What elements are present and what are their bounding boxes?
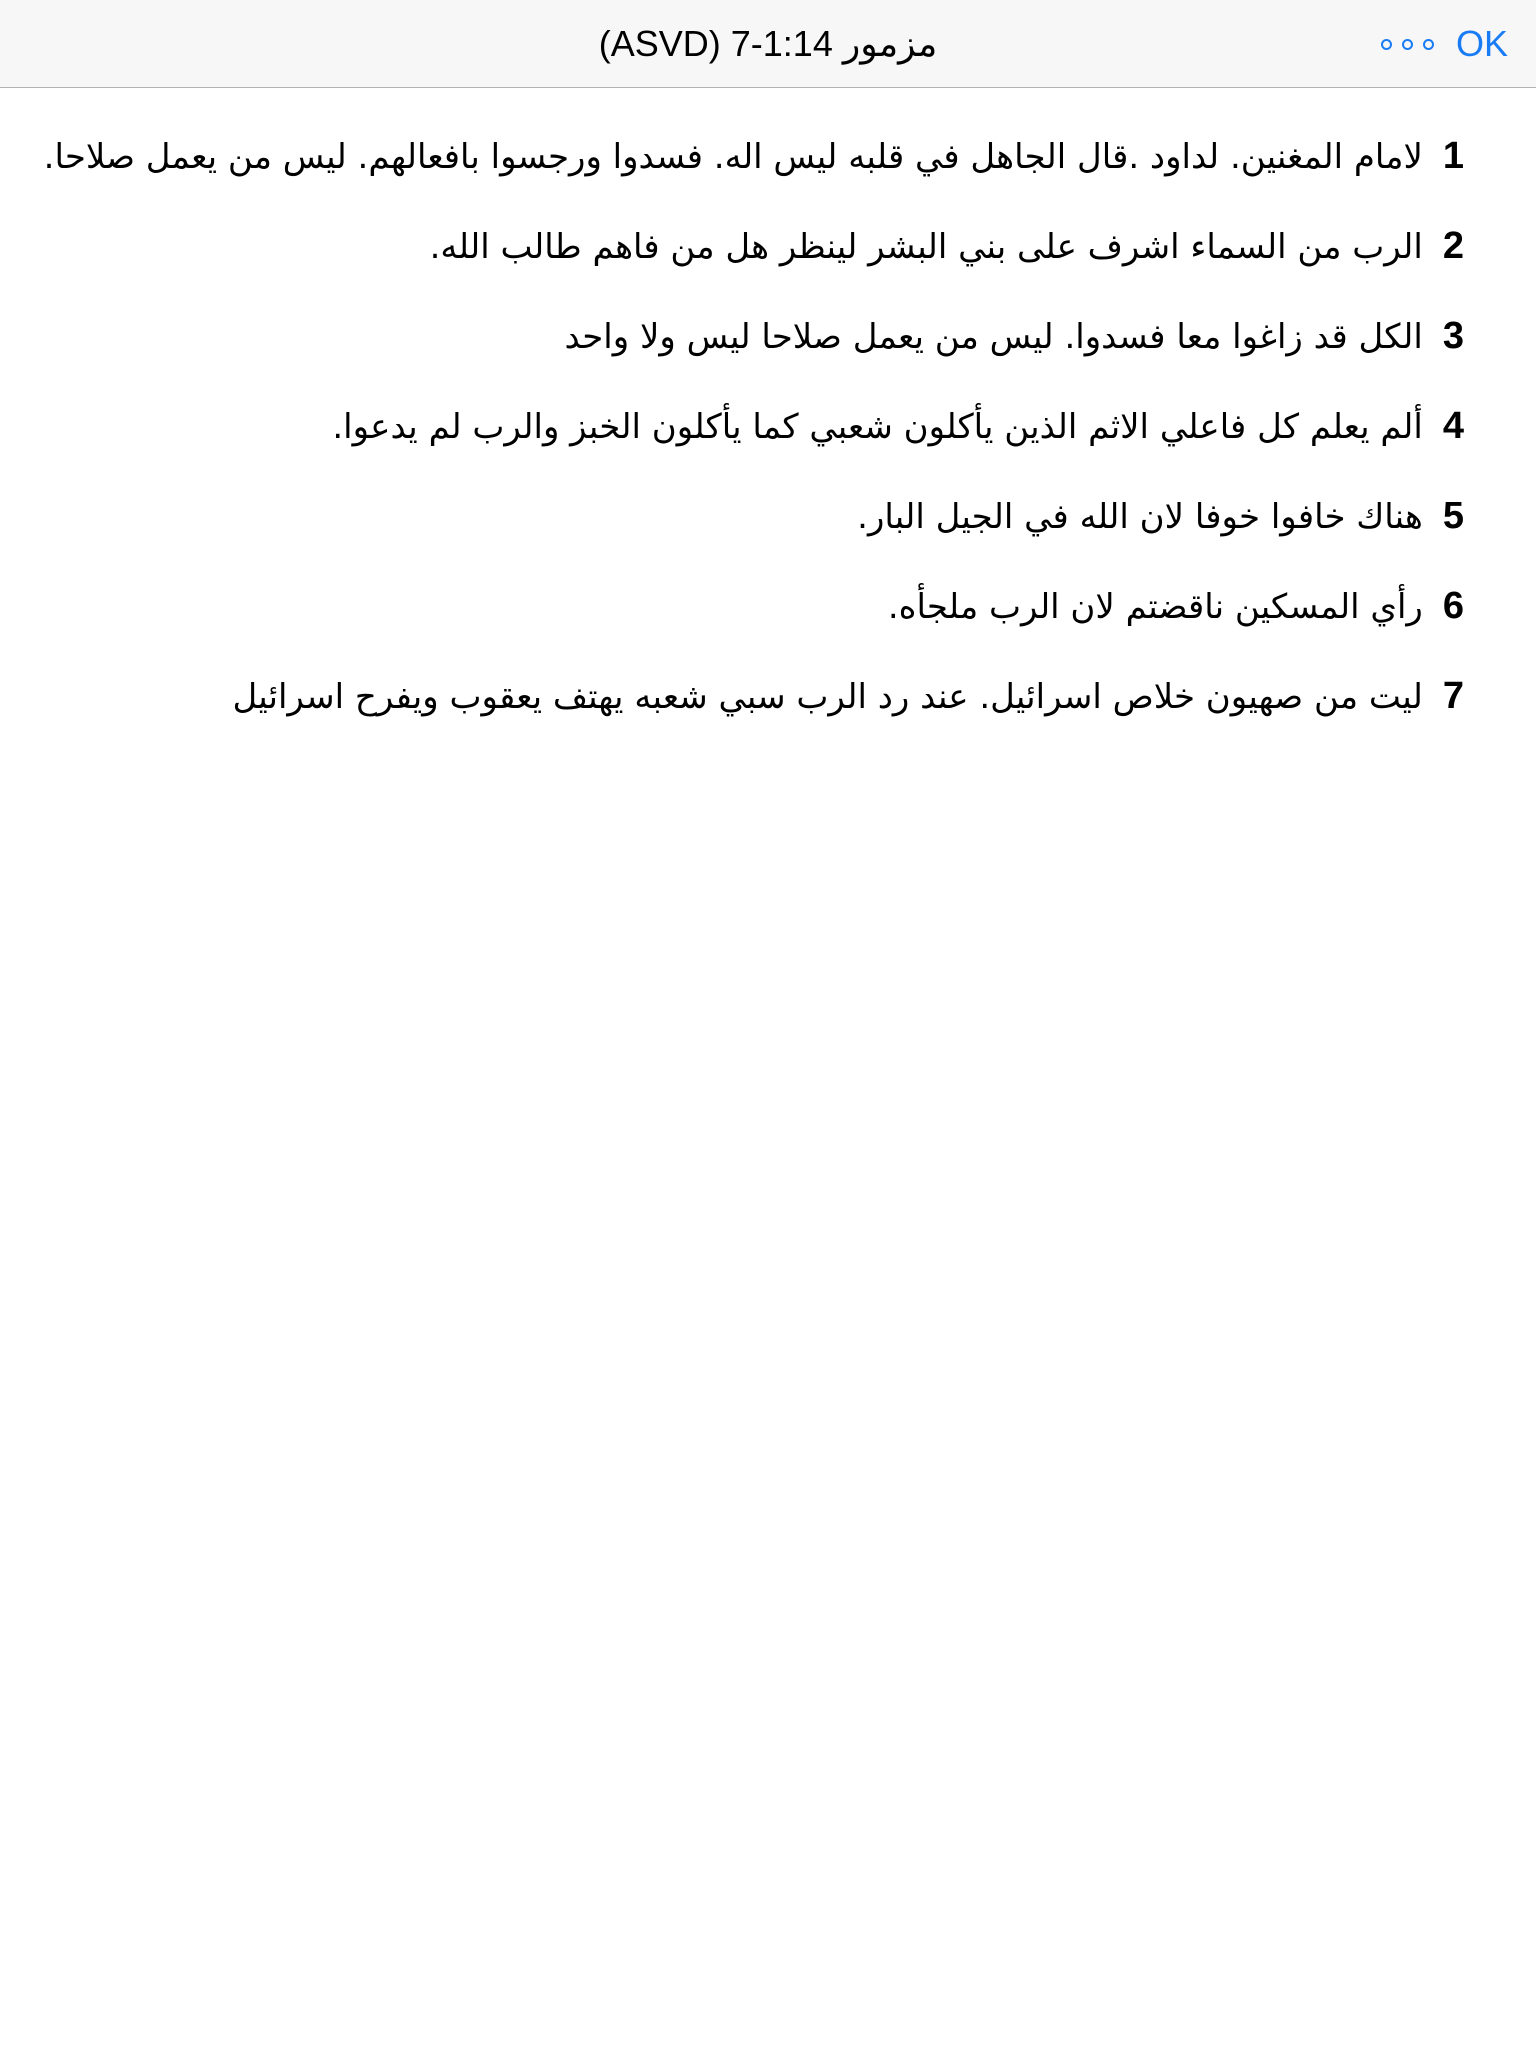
verse-number: 2 (1442, 225, 1464, 267)
verse-text: الرب من السماء اشرف على بني البشر لينظر هل من فاهم طالب الله. (429, 227, 1423, 267)
passage-title: مزمور 1:14-7 (ASVD) (598, 23, 938, 64)
verse-text: ألم يعلم كل فاعلي الاثم الذين يأكلون شعبي كما يأكلون الخبز والرب لم يدعوا. (332, 407, 1423, 447)
more-options-icon[interactable] (1381, 22, 1434, 66)
verse-number: 3 (1442, 315, 1464, 357)
verse-2[interactable] (96, 216, 1464, 306)
verse-text: رأي المسكين ناقضتم لان الرب ملجأه. (887, 587, 1423, 627)
verse-3[interactable] (96, 306, 1464, 396)
nav-actions (1381, 0, 1508, 88)
navigation-bar (0, 0, 1536, 88)
more-dot-3 (1423, 39, 1434, 50)
more-dot-1 (1381, 39, 1392, 50)
verse-text: الكل قد زاغوا معا فسدوا. ليس من يعمل صلاحا ليس ولا واحد (564, 317, 1423, 357)
verse-list (43, 88, 1464, 756)
verse-number: 6 (1442, 585, 1464, 627)
verse-text: ليت من صهيون خلاص اسرائيل. عند رد الرب سبي شعبه يهتف يعقوب ويفرح اسرائيل (232, 677, 1423, 717)
verse-number: 7 (1442, 675, 1464, 717)
verse-7[interactable] (96, 666, 1464, 756)
ok-button[interactable]: OK (1455, 23, 1508, 64)
verse-4[interactable] (96, 396, 1464, 486)
verse-1[interactable] (43, 126, 1464, 216)
verse-5[interactable] (96, 486, 1464, 576)
verse-number: 5 (1442, 495, 1464, 537)
more-dot-2 (1402, 39, 1413, 50)
verse-number: 4 (1442, 405, 1464, 447)
verse-text: لامام المغنين. لداود .قال الجاهل في قلبه ليس اله. فسدوا ورجسوا بافعالهم. ليس من يعمل صلاحا. (43, 137, 1423, 177)
verse-6[interactable] (96, 576, 1464, 666)
verse-number: 1 (1442, 135, 1464, 177)
verse-text: هناك خافوا خوفا لان الله في الجيل البار. (857, 497, 1423, 537)
